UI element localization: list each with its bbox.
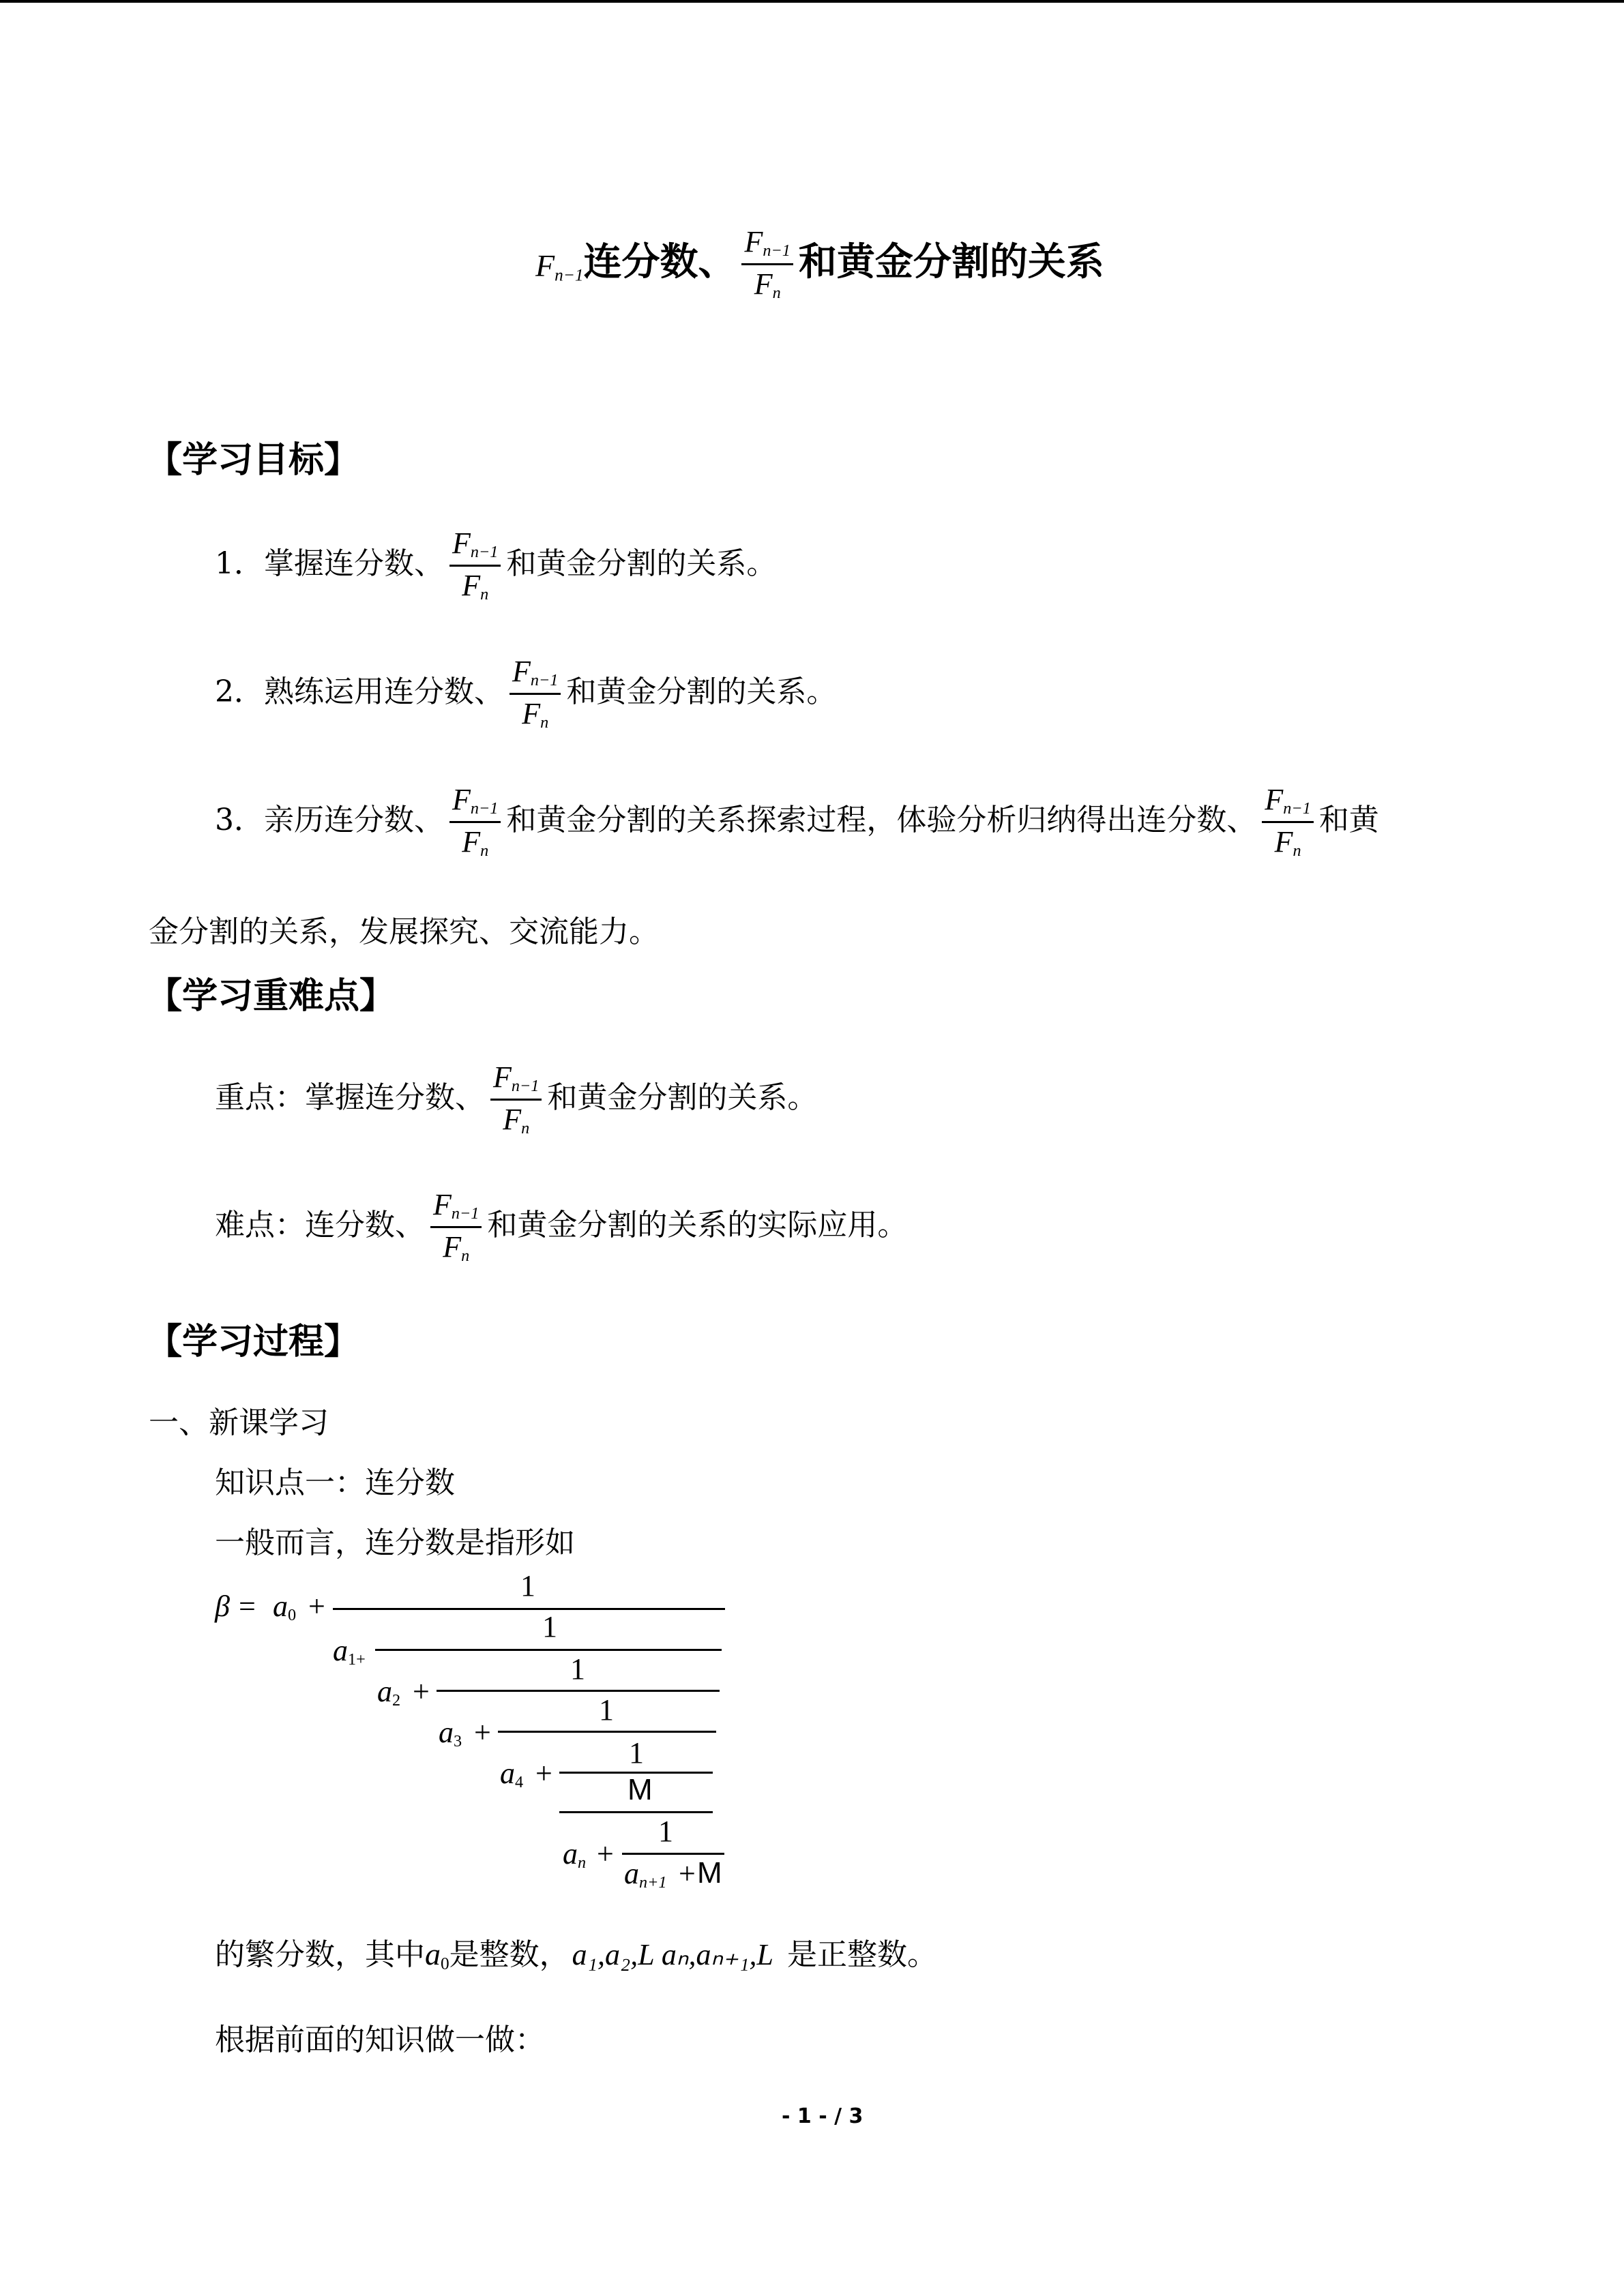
formula-one: 1 — [629, 1736, 644, 1770]
formula-one: 1 — [520, 1569, 535, 1602]
fraction-fn: $\frac{F_{n-1}}{F_n}$ — [449, 528, 501, 603]
title-text-2: 和黄金分割的关系 — [798, 240, 1104, 284]
formula-a4: $a_4$ — [500, 1757, 524, 1792]
formula-a0: $a_0$ — [273, 1590, 297, 1625]
objective-2: 2．熟练运用连分数、 $\frac{F_{n-1}}{F_n}$ 和黄金分割的关系。 — [215, 654, 837, 732]
formula-one: 1 — [599, 1693, 614, 1727]
formula-plus: + — [679, 1857, 696, 1890]
practice-prompt: 根据前面的知识做一做： — [215, 2023, 545, 2057]
formula-plus: + — [308, 1590, 325, 1623]
fraction-bar — [375, 1649, 722, 1651]
fraction-bar — [622, 1853, 724, 1855]
new-lesson-heading: 一、新课学习 — [149, 1405, 329, 1440]
formula-plus: + — [413, 1675, 430, 1708]
fraction-bar — [498, 1731, 716, 1733]
formula-a3: $a_3$ — [439, 1716, 462, 1751]
formula-plus: + — [474, 1716, 491, 1749]
difficult-point: 难点：连分数、 $\frac{F_{n-1}}{F_n}$ 和黄金分割的关系的实际应用。 — [215, 1187, 908, 1266]
continued-fraction-intro: 一般而言，连分数是指形如 — [215, 1525, 575, 1560]
formula-plus: + — [535, 1757, 552, 1790]
fraction-bar — [333, 1608, 725, 1610]
formula-equals: = — [239, 1590, 256, 1623]
formula-plus: + — [597, 1837, 614, 1870]
formula-one: 1 — [570, 1652, 585, 1686]
fraction-fn: $\frac{F_{n-1}}{F_n}$ — [449, 785, 501, 860]
formula-an: $a_n$ — [563, 1837, 587, 1873]
section-objectives-heading: 【学习目标】 — [147, 440, 360, 481]
fraction-fn: $\frac{F_{n-1}}{F_n}$ — [1262, 785, 1313, 860]
key-point: 重点：掌握连分数、 $\frac{F_{n-1}}{F_n}$ 和黄金分割的关系。 — [215, 1060, 818, 1138]
section-process-heading: 【学习过程】 — [147, 1322, 360, 1362]
title-prefix-var: $F_{n-1}$ — [535, 248, 584, 285]
fraction-fn: $\frac{F_{n-1}}{F_n}$ — [510, 657, 561, 732]
formula-an1: $a_{n+1}$ — [624, 1857, 667, 1892]
page-title — [535, 211, 1104, 314]
formula-beta: β — [215, 1590, 230, 1623]
formula-a1: $a_{1+}$ — [333, 1634, 366, 1669]
objective-3-continued: 金分割的关系，发展探究、交流能力。 — [149, 914, 659, 949]
formula-one: 1 — [542, 1610, 557, 1643]
title-fraction: $\frac{F_{n-1}}{F_n}$ — [741, 227, 793, 302]
fraction-fn: $\frac{F_{n-1}}{F_n}$ — [490, 1062, 542, 1137]
fraction-bar — [559, 1811, 713, 1813]
formula-a2: $a_2$ — [377, 1675, 401, 1710]
objective-1: 1．掌握连分数、 $\frac{F_{n-1}}{F_n}$ 和黄金分割的关系。 — [215, 526, 777, 604]
fraction-bar — [437, 1690, 720, 1692]
continued-fraction-note: 的繁分数，其中$a_0$是整数，a₁,a₂,L aₙ,aₙ₊₁,L 是正整数。 — [215, 1937, 937, 1973]
formula-ellipsis: M — [697, 1856, 722, 1890]
formula-ellipsis: M — [628, 1773, 653, 1806]
page-number: - 1 - / 3 — [782, 2104, 863, 2128]
title-text-1: 连分数、 — [583, 240, 737, 284]
top-border-line — [0, 0, 1624, 3]
formula-one: 1 — [658, 1815, 673, 1848]
knowledge-point-1: 知识点一：连分数 — [215, 1465, 455, 1500]
section-keypoints-heading: 【学习重难点】 — [147, 976, 396, 1017]
fraction-fn: $\frac{F_{n-1}}{F_n}$ — [430, 1190, 482, 1265]
objective-3: 3．亲历连分数、 $\frac{F_{n-1}}{F_n}$ 和黄金分割的关系探索过程，体验分析归纳得出连分数、 $\frac{F_{n-1}}{F_n}$ 和黄 — [215, 782, 1379, 861]
